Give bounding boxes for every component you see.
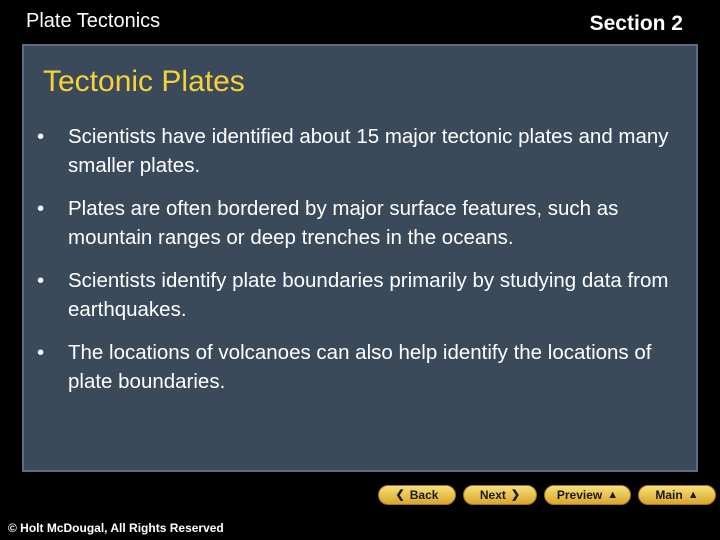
navigation-bar <box>378 485 716 505</box>
home-icon: ▲ <box>607 488 619 501</box>
header-section-label: Section 2 <box>589 12 683 35</box>
bullet-text: Plates are often bordered by major surface features, such as mountain ranges or deep trenches in the oceans. <box>68 197 619 249</box>
main-button-label: Main <box>655 488 683 502</box>
next-button-label: Next <box>479 488 506 502</box>
bullet-list <box>37 122 687 410</box>
header-chapter-title: Plate Tectonics <box>26 10 161 32</box>
left-arrow-icon: ❮ <box>395 488 405 501</box>
bullet-marker: • <box>37 341 45 364</box>
bullet-marker: • <box>37 125 45 148</box>
back-button-label: Back <box>409 488 439 502</box>
bullet-item <box>37 122 687 180</box>
bullet-text: Scientists have identified about 15 major tectonic plates and many smaller plates. <box>68 125 669 177</box>
bullet-item <box>37 266 687 324</box>
bullet-text: The locations of volcanoes can also help identify the locations of plate boundaries. <box>68 341 652 393</box>
copyright-notice: © Holt McDougal, All Rights Reserved <box>8 521 224 535</box>
preview-button[interactable] <box>544 485 631 505</box>
bullet-marker: • <box>37 269 45 292</box>
right-arrow-icon: ❯ <box>510 488 521 501</box>
preview-button-label: Preview <box>556 488 603 502</box>
bullet-item <box>37 194 687 252</box>
next-button[interactable] <box>463 485 537 505</box>
home-icon: ▲ <box>687 488 699 501</box>
bullet-text: Scientists identify plate boundaries primarily by studying data from earthquakes. <box>68 269 669 321</box>
back-button[interactable] <box>378 485 456 505</box>
bullet-item <box>37 338 687 396</box>
slide-title: Tectonic Plates <box>43 65 245 98</box>
main-button[interactable] <box>638 485 716 505</box>
bullet-marker: • <box>37 197 45 220</box>
